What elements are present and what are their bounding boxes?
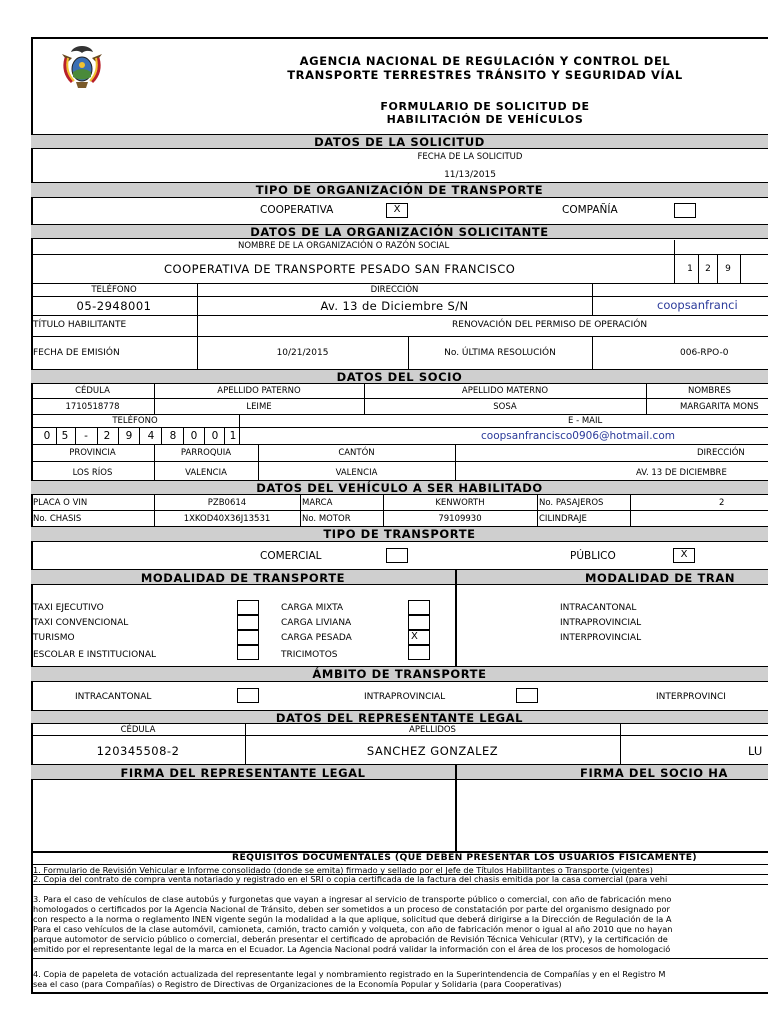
firma-representante-header: FIRMA DEL REPRESENTANTE LEGAL [120,766,366,780]
compania-checkbox[interactable] [674,203,696,218]
socio-provincia-value: LOS RÍOS [72,468,113,478]
placa-value: PZB0614 [207,498,247,508]
modalidad-checkbox[interactable] [408,645,430,660]
ultima-resolucion-value: 006-RPO-0 [680,348,729,358]
modalidad-item: INTERPROVINCIAL [560,633,642,643]
modalidad-checkbox[interactable] [408,600,430,615]
socio-parroquia-label: PARROQUIA [180,448,232,458]
pasajeros-value: 2 [719,498,725,508]
rep-cedula-value: 120345508-2 [96,744,180,758]
chasis-label: No. CHASIS [33,514,82,524]
socio-ap-materno-label: APELLIDO MATERNO [461,386,549,396]
ambito-interprovincial-label: INTERPROVINCI [656,692,726,702]
coat-of-arms-logo [58,44,106,90]
telefono-digit: 4 [147,430,155,442]
socio-nombres-value: MARGARITA MONS [680,402,759,412]
modalidad-checkbox[interactable] [408,615,430,630]
ambito-intraprovincial-label: INTRAPROVINCIAL [364,692,446,702]
section-ambito-header: ÁMBITO DE TRANSPORTE [31,666,768,682]
telefono-digit: 8 [169,430,177,442]
telefono-digit: 5 [61,430,69,442]
socio-parroquia-value: VALENCIA [185,468,227,478]
requisito-1: 1. Formulario de Revisión Vehicular e Informe consolidado (donde se emita) firmado y sellado por el Jefe de Títulos Habilitantes o Transporte (vigentes) [33,865,653,875]
comercial-checkbox[interactable] [386,548,408,563]
placa-label: PLACA O VIN [33,498,88,508]
section-tipo-transporte-header: TIPO DE TRANSPORTE [31,526,768,542]
requisito-3-line5: parque automotor de servicio público o comercial, deberán presentar el certificado de aprobación de Revisión Técnica Vehicular (RTV), y la certificación de [33,934,668,944]
telefono-digit: 9 [125,430,133,442]
requisito-4-line2: sea el caso (para Compañías) o Registro de Directivas de Organizaciones de la Economía Popular y Solidaria (para Cooperativas) [33,979,562,989]
modalidad-item: TURISMO [33,633,75,643]
requisito-3-line3: con respecto a la norma o reglamento INEN vigente según la modalidad a la que aplique, solicitud que deberá dirigirse a la Dirección de Regulación de la A [33,914,672,924]
pasajeros-label: No. PASAJEROS [539,498,604,508]
ambito-intracantonal-checkbox[interactable] [237,688,259,703]
modalidad-item: INTRAPROVINCIAL [560,618,642,628]
socio-email-label: E - MAIL [568,416,603,426]
fecha-solicitud-label: FECHA DE LA SOLICITUD [417,152,523,162]
modalidad-item: CARGA MIXTA [281,603,344,613]
cooperativa-label: COOPERATIVA [260,204,334,216]
fecha-emision-value: 10/21/2015 [276,348,329,358]
socio-telefono-label: TELÉFONO [112,416,158,426]
ruc-digit: 9 [725,264,731,274]
modalidad-item: INTRACANTONAL [560,603,637,613]
org-nombre-value: COOPERATIVA DE TRANSPORTE PESADO SAN FRANCISCO [164,262,516,276]
telefono-digit: 1 [229,430,237,442]
requisito-3-line6: emitido por el representante legal de la marca en el Ecuador. La Agencia Nacional podrá validar la información con el área de los procesos de homologació [33,944,671,954]
section-solicitud-header: DATOS DE LA SOLICITUD [31,134,768,149]
form-title-line1: FORMULARIO DE SOLICITUD DE [380,100,590,113]
section-representante-header: DATOS DEL REPRESENTANTE LEGAL [31,710,768,724]
marca-label: MARCA [302,498,333,508]
section-tipo-org-header: TIPO DE ORGANIZACIÓN DE TRANSPORTE [31,182,768,198]
fecha-emision-label: FECHA DE EMISIÓN [33,348,120,358]
socio-ap-materno-value: SOSA [493,402,517,412]
ruc-digit: 1 [687,264,693,274]
socio-direccion-label: DIRECCIÓN [697,448,745,458]
socio-ap-paterno-label: APELLIDO PATERNO [217,386,301,396]
modalidad-item: CARGA PESADA [281,633,352,643]
socio-direccion-value: AV. 13 DE DICIEMBRE [636,468,727,478]
firma-representante-area[interactable] [33,782,453,850]
ultima-resolucion-label: No. ÚLTIMA RESOLUCIÓN [444,348,556,358]
rep-apellidos-label: APELLIDOS [409,725,456,735]
org-direccion-label: DIRECCIÓN [370,285,419,295]
requisitos-title: REQUISITOS DOCUMENTALES (QUE DEBEN PRESENTAR LOS USUARIOS FÍSICAMENTE) [232,852,698,863]
org-telefono-value: 05-2948001 [76,299,152,313]
form-title-line2: HABILITACIÓN DE VEHÍCULOS [386,113,584,126]
motor-value: 79109930 [438,514,482,524]
firma-socio-area[interactable] [458,782,766,850]
section-org-header: DATOS DE LA ORGANIZACIÓN SOLICITANTE [31,224,768,239]
telefono-digit: - [84,430,88,442]
socio-canton-label: CANTÓN [338,448,375,458]
org-nombre-label: NOMBRE DE LA ORGANIZACIÓN O RAZÓN SOCIAL [238,241,450,251]
telefono-digit: 0 [190,430,198,442]
requisito-3-line4: Para el caso vehículos de la clase automóvil, camioneta, camión, tracto camión y volqueta, con año de fabricación menor o igual al año 2010 que no hayan [33,924,673,934]
compania-label: COMPAÑÍA [562,204,618,216]
socio-ap-paterno-value: LEIME [246,402,272,412]
org-telefono-label: TELÉFONO [91,285,137,295]
ruc-digit: 2 [705,264,711,274]
telefono-digit: 0 [43,430,51,442]
modalidad-right-header: MODALIDAD DE TRAN [585,571,736,585]
modalidad-item: ESCOLAR E INSTITUCIONAL [33,650,157,660]
socio-provincia-label: PROVINCIA [69,448,116,458]
titulo-habilitante-value: RENOVACIÓN DEL PERMISO DE OPERACIÓN [452,320,648,330]
telefono-digit: 2 [103,430,111,442]
agency-title-line1: AGENCIA NACIONAL DE REGULACIÓN Y CONTROL DEL [299,54,671,68]
modalidad-item: TAXI EJECUTIVO [33,603,104,613]
modalidad-checkbox[interactable] [237,645,259,660]
publico-checkbox[interactable]: X [673,548,695,563]
requisito-3-line1: 3. Para el caso de vehículos de clase autobús y furgonetas que vayan a ingresar al servicio de transporte público o comercial, con año de fabricación meno [33,894,672,904]
ambito-intraprovincial-checkbox[interactable] [516,688,538,703]
rep-nombres-value: LU [748,744,763,758]
org-email-value: coopsanfranci [657,298,738,312]
section-vehiculo-header: DATOS DEL VEHÍCULO A SER HABILITADO [31,480,768,495]
modalidad-item: TRICIMOTOS [281,650,338,660]
modalidad-item: TAXI CONVENCIONAL [33,618,129,628]
modalidad-item: CARGA LIVIANA [281,618,352,628]
titulo-habilitante-label: TÍTULO HABILITANTE [33,320,127,330]
agency-title-line2: TRANSPORTE TERRESTRES TRÁNSITO Y SEGURIDAD VÍAL [287,68,683,82]
comercial-label: COMERCIAL [260,550,322,562]
motor-label: No. MOTOR [302,514,351,524]
socio-nombres-label: NOMBRES [688,386,731,396]
fecha-solicitud-value: 11/13/2015 [444,170,496,180]
rep-apellidos-value: SANCHEZ GONZALEZ [366,744,499,758]
publico-label: PÚBLICO [570,550,616,562]
marca-value: KENWORTH [435,498,485,508]
cilindraje-label: CILINDRAJE [539,514,587,524]
socio-email-value: coopsanfrancisco0906@hotmail.com [481,430,675,442]
section-socio-header: DATOS DEL SOCIO [31,369,768,384]
firma-socio-header: FIRMA DEL SOCIO HA [580,766,728,780]
telefono-digit: 0 [211,430,219,442]
cooperativa-checkbox[interactable]: X [386,203,408,218]
modalidad-checkbox[interactable] [237,600,259,615]
ambito-intracantonal-label: INTRACANTONAL [75,692,152,702]
requisito-4-line1: 4. Copia de papeleta de votación actualizada del representante legal y nombramiento registrado en la Superintendencia de Compañías y en el Registro M [33,969,666,979]
requisito-2: 2. Copia del contrato de compra venta notariado y registrado en el SRI o copia certificada de la factura del chasis emitida por la casa comercial (para vehi [33,874,668,884]
modalidad-checkbox[interactable] [237,615,259,630]
modalidad-left-header: MODALIDAD DE TRANSPORTE [140,571,346,585]
org-direccion-value: Av. 13 de Diciembre S/N [320,299,469,313]
rep-cedula-label: CÉDULA [120,725,156,735]
socio-cedula-value: 1710518778 [65,402,120,412]
modalidad-checkbox[interactable]: X [408,630,430,645]
socio-canton-value: VALENCIA [335,468,378,478]
socio-cedula-label: CÉDULA [75,386,110,396]
modalidad-checkbox[interactable] [237,630,259,645]
chasis-value: 1XKOD40X36J13531 [183,514,271,524]
requisito-3-line2: homologados o certificados por la Agencia Nacional de Tránsito, deben ser sometidos a un proceso de constatación por parte del organismo designado por [33,904,670,914]
